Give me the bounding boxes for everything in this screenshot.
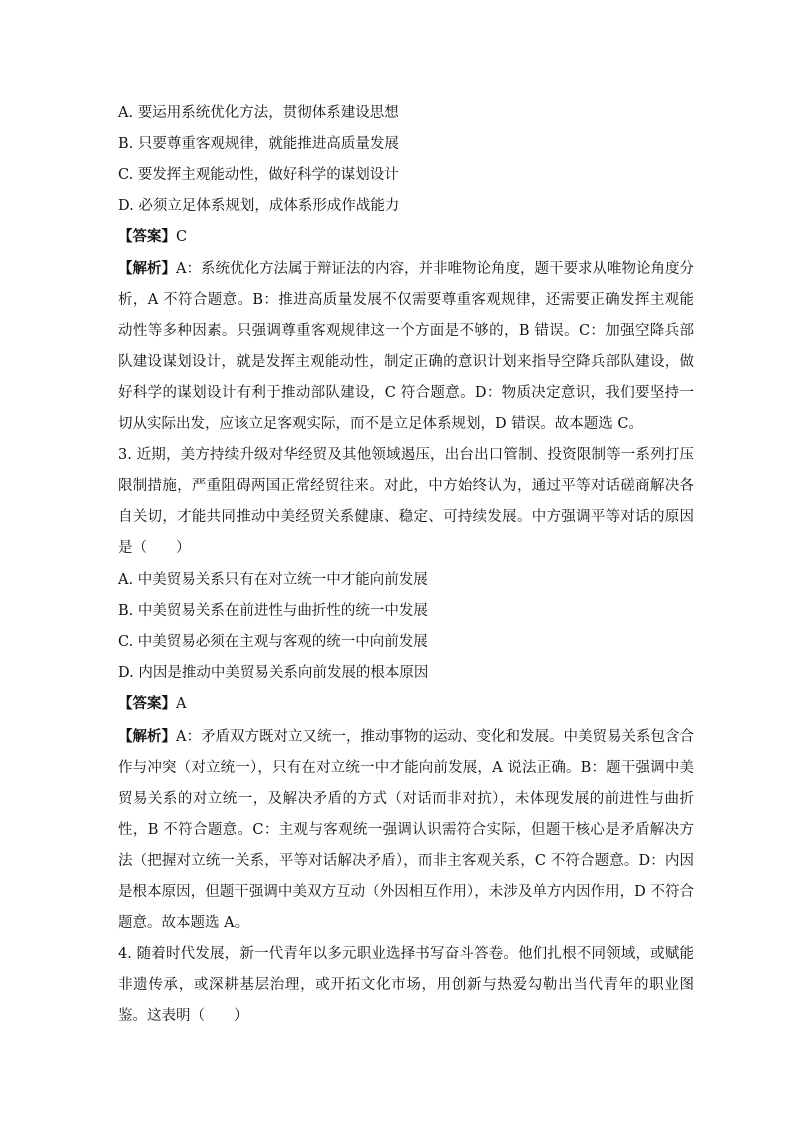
answer-label: 【答案】 (118, 695, 176, 712)
q3-option-d: D. 内因是推动中美贸易关系向前发展的根本原因 (118, 665, 429, 681)
q2-analysis (118, 253, 694, 440)
q3-stem: 3. 近期，美方持续升级对华经贸及其他领域遏压，出台出口管制、投资限制等一系列打压限制措施，严重阻碍两国正常经贸往来。对此，中方始终认为，通过平等对话磋商解决各自关切，才能共同推动中美经贸关系健康、稳定、可持续发展。中方强调平等对话的原因是（ ） (118, 447, 694, 556)
q3-option-a: A. 中美贸易关系只有在对立统一中才能向前发展 (118, 572, 428, 588)
q2-option-b: B. 只要尊重客观规律，就能推进高质量发展 (118, 136, 399, 152)
q3-option-b: B. 中美贸易关系在前进性与曲折性的统一中发展 (118, 603, 428, 619)
q2-option-d: D. 必须立足体系规划，成体系形成作战能力 (118, 198, 400, 214)
q4-stem: 4. 随着时代发展，新一代青年以多元职业选择书写奋斗答卷。他们扎根不同领域，或赋能非遗传承，或深耕基层治理，或开拓文化市场，用创新与热爱勾勒出当代青年的职业图鉴。这表明（ ） (118, 946, 694, 1024)
analysis-text: A：矛盾双方既对立又统一，推动事物的运动、变化和发展。中美贸易关系包含合作与冲突（对立统一），只有在对立统一中才能向前发展，A 说法正确。B：题干强调中美贸易关系的对立统一，及解决矛盾的方式（对话而非对抗），未体现发展的前进性与曲折性，B 不符合题意。C：主观与客观统一强调认识需符合实际，但题干核心是矛盾解决方法（把握对立统一关系，平等对话解决矛盾），而非主客观关系，C 不符合题意。D：内因是根本原因，但题干强调中美双方互动（外因相互作用），未涉及单方内因作用，D 不符合题意。故本题选 A。 (118, 729, 695, 931)
q3-analysis (118, 721, 694, 939)
answer-value: C (176, 229, 188, 245)
analysis-text: A：系统优化方法属于辩证法的内容，并非唯物论角度，题干要求从唯物论角度分析，A 不符合题意。B：推进高质量发展不仅需要尊重客观规律，还需要正确发挥主观能动性等多种因素。只强调尊重客观规律这一个方面是不够的，B 错误。C：加强空降兵部队建设谋划设计，就是发挥主观能动性，制定正确的意识计划来指导空降兵部队建设，做好科学的谋划设计有利于推动部队建设，C 符合题意。D：物质决定意识，我们要坚持一切从实际出发，应该立足客观实际，而不是立足体系规划，D 错误。故本题选 C。 (118, 261, 695, 432)
analysis-label: 【解析】 (118, 260, 177, 277)
q3-option-c: C. 中美贸易必须在主观与客观的统一中向前发展 (118, 634, 428, 650)
q2-option-c: C. 要发挥主观能动性，做好科学的谋划设计 (118, 167, 399, 183)
q2-answer (118, 227, 187, 247)
q3-answer (118, 694, 186, 714)
answer-value: A (176, 696, 187, 712)
q2-option-a: A. 要运用系统优化方法，贯彻体系建设思想 (118, 105, 399, 121)
answer-label: 【答案】 (118, 228, 176, 245)
analysis-label: 【解析】 (118, 728, 177, 745)
